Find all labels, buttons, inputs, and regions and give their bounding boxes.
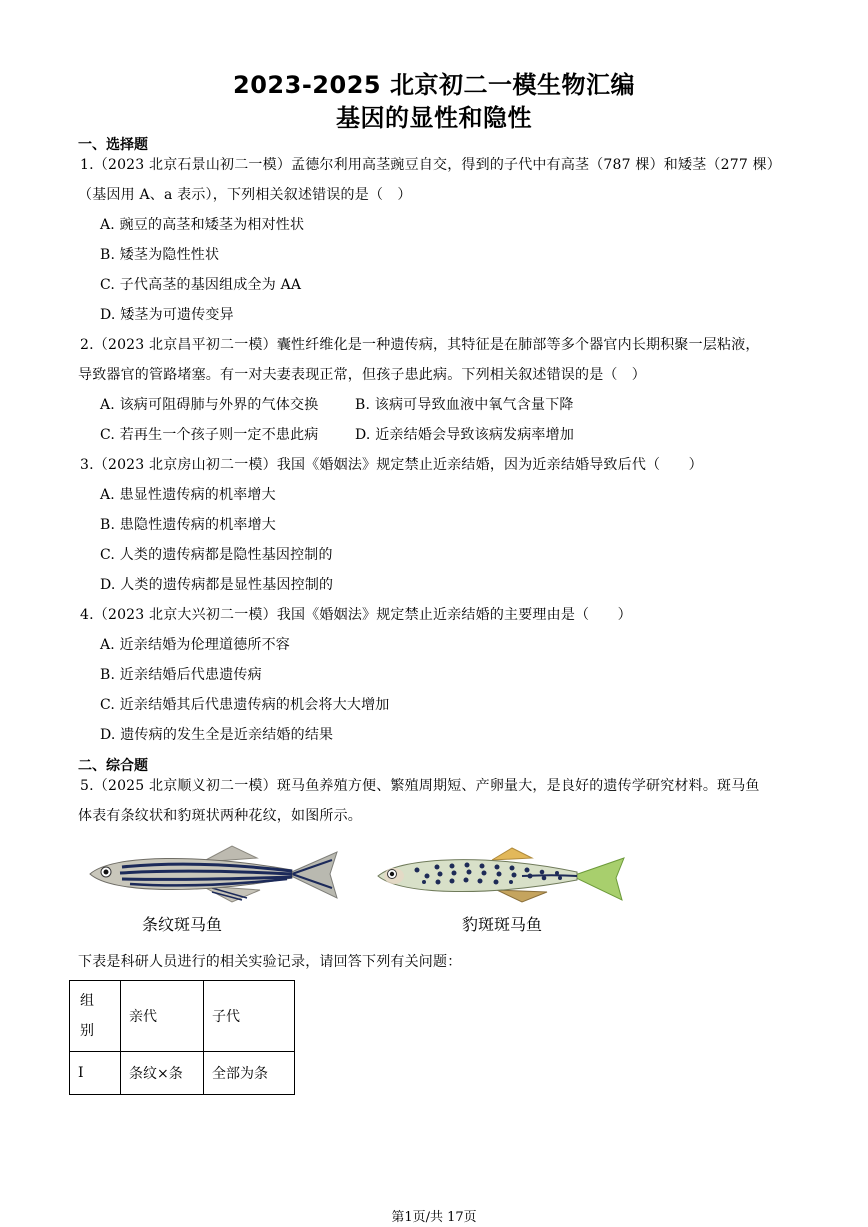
header-group-char2: 别 xyxy=(80,1023,94,1039)
q2-option-c: C. 若再生一个孩子则一定不患此病 xyxy=(100,427,319,443)
q5-stem-line1: 5.（2025 北京顺义初二一模）斑马鱼养殖方便、繁殖周期短、产卵量大，是良好的遗传学研究材料。斑马鱼 xyxy=(80,778,760,794)
table-row xyxy=(70,1052,295,1095)
leopard-zebrafish-image xyxy=(372,840,632,914)
q1-option-d: D. 矮茎为可遗传变异 xyxy=(100,307,234,323)
header-group-char1: 组 xyxy=(80,993,94,1009)
q1-stem-line2: （基因用 A、a 表示），下列相关叙述错误的是（ ） xyxy=(78,187,412,203)
doc-title-line1: 2023-2025 北京初二一模生物汇编 xyxy=(233,71,635,99)
q2-option-d: D. 近亲结婚会导致该病发病率增加 xyxy=(355,427,575,443)
zebrafish-figure xyxy=(82,840,642,940)
q4-stem: 4.（2023 北京大兴初二一模）我国《婚姻法》规定禁止近亲结婚的主要理由是（ ） xyxy=(80,607,632,623)
q1-option-c: C. 子代高茎的基因组成全为 AA xyxy=(100,277,302,293)
q4-option-d: D. 遗传病的发生全是近亲结婚的结果 xyxy=(100,727,334,743)
q2-option-b: B. 该病可导致血液中氧气含量下降 xyxy=(355,397,574,413)
q2-option-a: A. 该病可阻碍肺与外界的气体交换 xyxy=(100,397,319,413)
q1-stem-line1: 1.（2023 北京石景山初二一模）孟德尔利用高茎豌豆自交，得到的子代中有高茎（787 棵）和矮茎（277 棵） xyxy=(80,157,781,173)
q3-stem: 3.（2023 北京房山初二一模）我国《婚姻法》规定禁止近亲结婚，因为近亲结婚导致后代（ ） xyxy=(80,457,703,473)
q5-stem-line2: 体表有条纹状和豹斑状两种花纹，如图所示。 xyxy=(78,808,362,824)
q5-table-intro: 下表是科研人员进行的相关实验记录，请回答下列有关问题： xyxy=(78,954,462,970)
q3-option-d: D. 人类的遗传病都是显性基因控制的 xyxy=(100,577,334,593)
experiment-table xyxy=(69,980,295,1095)
q4-option-b: B. 近亲结婚后代患遗传病 xyxy=(100,667,262,683)
table-header-row xyxy=(70,981,295,1052)
header-cell-group xyxy=(70,981,121,1052)
striped-zebrafish-caption: 条纹斑马鱼 xyxy=(141,915,222,934)
q4-option-c: C. 近亲结婚其后代患遗传病的机会将大大增加 xyxy=(100,697,390,713)
header-cell-offspring: 子代 xyxy=(204,981,295,1052)
striped-zebrafish-image xyxy=(82,840,342,914)
header-cell-parent: 亲代 xyxy=(121,981,204,1052)
q2-stem-line1: 2.（2023 北京昌平初二一模）囊性纤维化是一种遗传病，其特征是在肺部等多个器官内长期积聚一层粘液， xyxy=(80,337,760,353)
q3-option-b: B. 患隐性遗传病的机率增大 xyxy=(100,517,276,533)
q2-stem-line2: 导致器官的管路堵塞。有一对夫妻表现正常，但孩子患此病。下列相关叙述错误的是（ ） xyxy=(78,367,646,383)
page-footer: 第1页/共 17页 xyxy=(391,1210,477,1225)
q3-option-a: A. 患显性遗传病的机率增大 xyxy=(100,487,276,503)
q4-option-a: A. 近亲结婚为伦理道德所不容 xyxy=(100,637,291,653)
table-cell-parent: 条纹×条 xyxy=(121,1052,204,1095)
q1-option-b: B. 矮茎为隐性性状 xyxy=(100,247,220,263)
section-heading-comprehensive: 二、综合题 xyxy=(78,758,148,774)
leopard-zebrafish-caption: 豹斑斑马鱼 xyxy=(461,915,542,934)
doc-title-line2: 基因的显性和隐性 xyxy=(336,104,532,132)
q3-option-c: C. 人类的遗传病都是隐性基因控制的 xyxy=(100,547,333,563)
q1-option-a: A. 豌豆的高茎和矮茎为相对性状 xyxy=(100,217,305,233)
table-cell-group: I xyxy=(70,1052,121,1095)
table-cell-offspring: 全部为条 xyxy=(204,1052,295,1095)
section-heading-choice: 一、选择题 xyxy=(78,137,148,153)
